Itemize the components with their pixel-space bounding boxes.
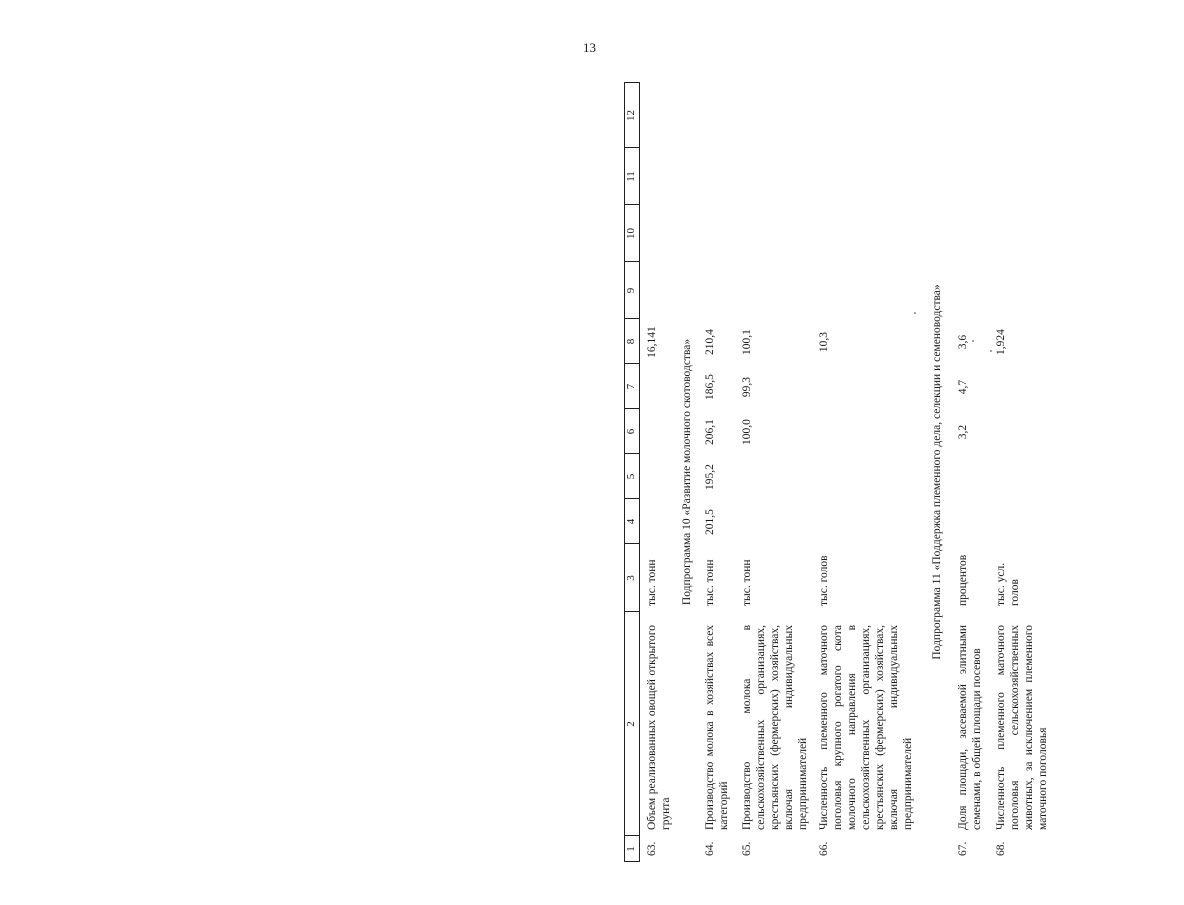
row-value-8: 3,6 [957, 334, 969, 350]
row-value-6: 206,1 [704, 419, 716, 445]
row-unit: тыс. усл. голов [995, 562, 1021, 606]
section-heading: Подпрограмма 10 «Развитие молочного скотоводства» [681, 338, 693, 606]
row-value-8: 100,1 [741, 329, 753, 355]
scan-speck [914, 312, 916, 314]
header-col-10: 10 [625, 228, 637, 239]
section-heading: Подпрограмма 11 «Поддержка племенного дела, селекции и семеноводства» [931, 284, 943, 660]
header-col-5: 5 [625, 473, 637, 480]
row-name: Производство молока в хозяйствах всех категорий [704, 625, 730, 830]
row-number: 63. [646, 841, 658, 856]
row-value-8: 210,4 [704, 329, 716, 355]
header-col-8: 8 [625, 338, 637, 345]
header-bottom-border [639, 82, 640, 862]
row-value-4: 201,5 [704, 509, 716, 535]
row-number: 66. [818, 841, 830, 856]
row-number: 64. [704, 841, 716, 856]
row-name: Объем реализованных овощей открытого грунта [646, 625, 672, 830]
row-value-8: 1,924 [995, 329, 1007, 355]
row-name: Численность племенного маточного поголовья крупного рогатого скота молочного направления в сельскохозяйственных организациях, крестьянских (фермерских) хозяйствах, включая индивидуальных предпринимателей [818, 625, 914, 830]
row-value-8: 16,141 [646, 326, 658, 358]
rotated-table [624, 22, 1184, 862]
row-unit: тыс. тонн [646, 559, 658, 606]
header-col-2: 2 [625, 721, 637, 727]
row-number: 67. [957, 841, 969, 856]
row-name: Численность племенного маточного поголовья сельскохозяйственных животных, за исключением племенного маточного поголовья [995, 625, 1049, 830]
header-col-7: 7 [625, 383, 637, 390]
header-col-9: 9 [625, 287, 637, 294]
row-unit: тыс. голов [818, 555, 830, 606]
row-number: 65. [741, 841, 753, 856]
header-col-4: 4 [625, 518, 637, 525]
row-name: Производство молока в сельскохозяйственных организациях, крестьянских (фермерских) хозяйствах, включая индивидуальных предпринимателей [741, 625, 809, 830]
header-col-3: 3 [625, 575, 637, 581]
scan-speck [990, 350, 992, 352]
row-value-6: 100,0 [741, 419, 753, 445]
row-unit: тыс. тонн [704, 559, 716, 606]
row-value-7: 99,3 [741, 376, 753, 398]
scan-speck [972, 340, 974, 342]
row-number: 68. [995, 841, 1007, 856]
row-unit: процентов [957, 554, 969, 606]
row-value-8: 10,3 [818, 331, 830, 353]
row-name: Доля площади, засеваемой элитными семенами, в общей площади посевов [957, 625, 983, 830]
page-number: 13 [583, 40, 596, 55]
row-unit: тыс. тонн [741, 559, 753, 606]
header-col-12: 12 [625, 110, 637, 121]
header-col-1: 1 [625, 846, 637, 852]
row-value-5: 195,2 [704, 464, 716, 490]
row-value-7: 4,7 [957, 379, 969, 395]
header-col-6: 6 [625, 428, 637, 435]
row-value-7: 186,5 [704, 374, 716, 400]
header-col-11: 11 [625, 171, 637, 182]
row-value-6: 3,2 [957, 424, 969, 440]
